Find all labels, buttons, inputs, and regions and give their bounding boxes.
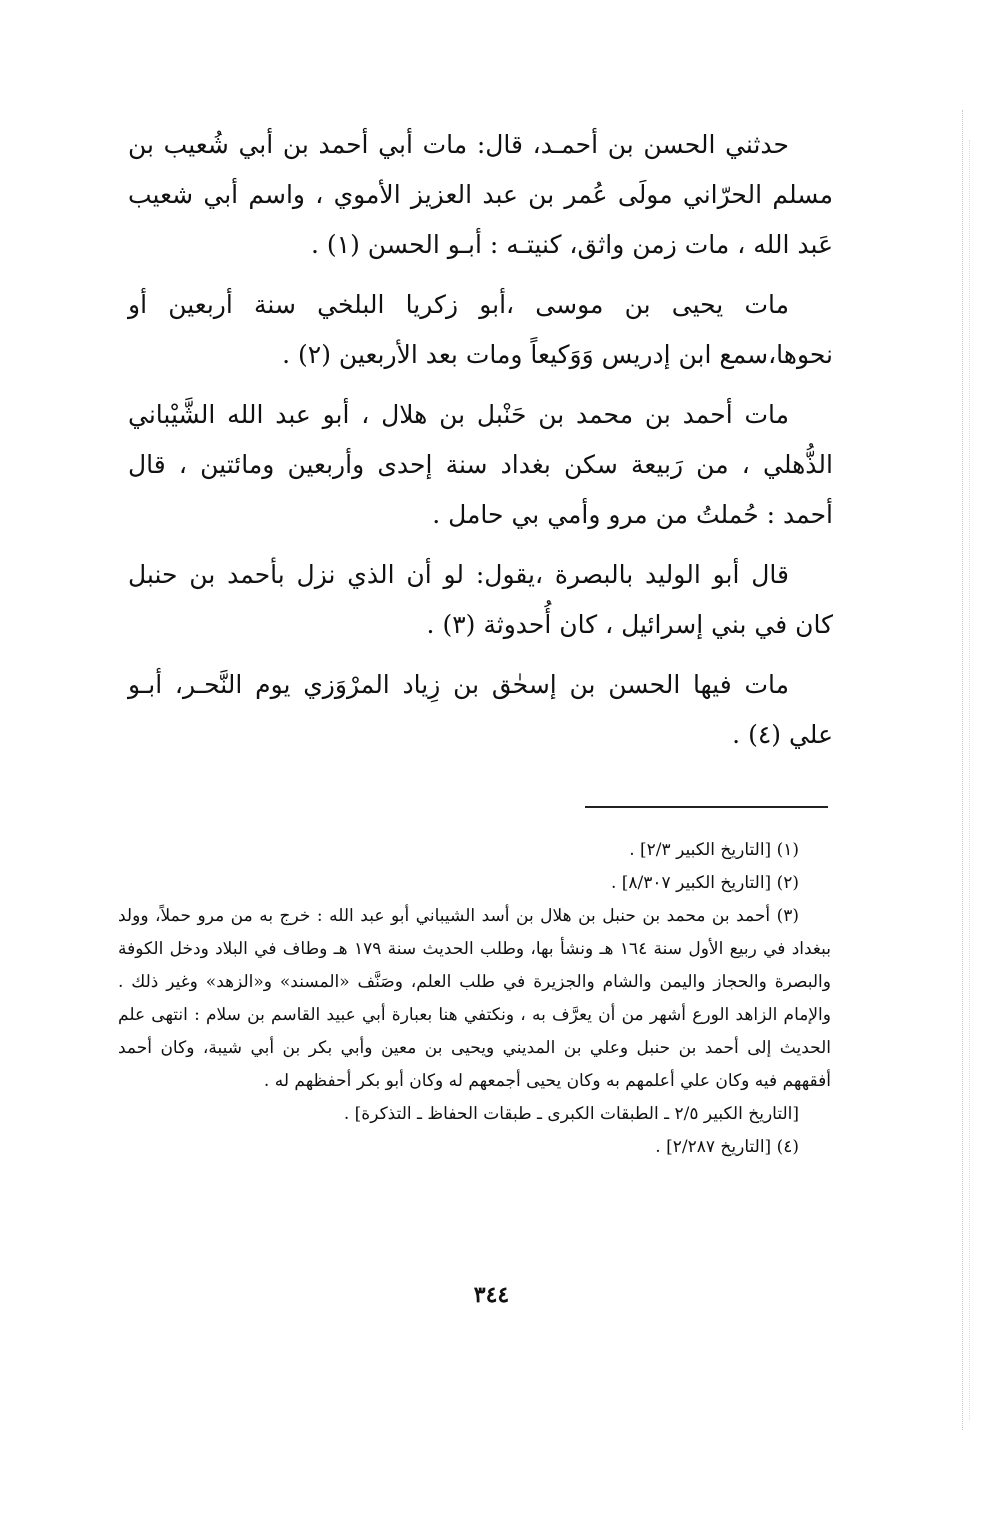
footnote-separator <box>585 806 828 808</box>
footnote-4: (٤) [التاريخ ٢/٢٨٧] . <box>655 1137 799 1157</box>
main-text <box>128 120 833 770</box>
footnote-2: (٢) [التاريخ الكبير ٨/٣٠٧] . <box>610 873 799 893</box>
paragraph-2: مات يحيى بن موسى ،أبو زكريا البلخي سنة أربعين أو نحوها،سمع ابن إدريس وَوَكيعاً ومات بعد الأربعين (٢) . <box>128 290 833 369</box>
footnote-3: (٣) أحمد بن محمد بن حنبل بن هلال بن أسد الشيباني أبو عبد الله : خرج به من مرو حملاً، وولد ببغداد في ربيع الأول سنة ١٦٤ هـ ونشأ بها، وطلب الحديث سنة ١٧٩ هـ وطاف في البلاد ودخل الكوفة والبصرة والحجاز واليمن والشام والجزيرة في طلب العلم، وصَنَّف «المسند» و«الزهد» وغير ذلك . والإمام الزاهد الورع أشهر من أن يعرَّف به ، ونكتفي هنا بعبارة أبي عبيد القاسم بن سلام : انتهى علم الحديث إلى أحمد بن حنبل وعلي بن المديني ويحيى بن معين وأبي بكر بن أبي شيبة، وكان أحمد أفقههم فيه وكان علي أعلمهم به وكان يحيى أجمعهم له وكان أبو بكر أحفظهم له . <box>118 906 831 1091</box>
paragraph-4: قال أبو الوليد بالبصرة ،يقول: لو أن الذي نزل بأحمد بن حنبل كان في بني إسرائيل ، كان أُحدوثة (٣) . <box>128 560 833 639</box>
page-number: ٣٤٤ <box>473 1282 510 1308</box>
paragraph-3: مات أحمد بن محمد بن حَنْبل بن هلال ، أبو عبد الله الشَّيْباني الذُّهلي ، من رَبيعة سكن بغداد سنة إحدى وأربعين ومائتين ، قال أحمد : حُملتُ من مرو وأمي بي حامل . <box>128 400 833 529</box>
scan-edge-line <box>969 140 970 1420</box>
footnote-1: (١) [التاريخ الكبير ٢/٣] . <box>629 840 799 860</box>
footnote-3-sources: [التاريخ الكبير ٢/٥ ـ الطبقات الكبرى ـ طبقات الحفاظ ـ التذكرة] . <box>343 1104 799 1124</box>
scan-edge-line <box>962 110 963 1430</box>
paragraph-1: حدثني الحسن بن أحمـد، قال: مات أبي أحمد بن أبي شُعيب بن مسلم الحرّاني مولَى عُمر بن عبد العزيز الأموي ، واسم أبي شعيب عَبد الله ، مات زمن واثق، كنيتـه : أبـو الحسن (١) . <box>128 130 833 259</box>
paragraph-5: مات فيها الحسن بن إسحٰق بن زِياد المرْوَزي يوم النَّحـر، أبـو علي (٤) . <box>128 670 833 749</box>
footnotes <box>118 834 831 1164</box>
